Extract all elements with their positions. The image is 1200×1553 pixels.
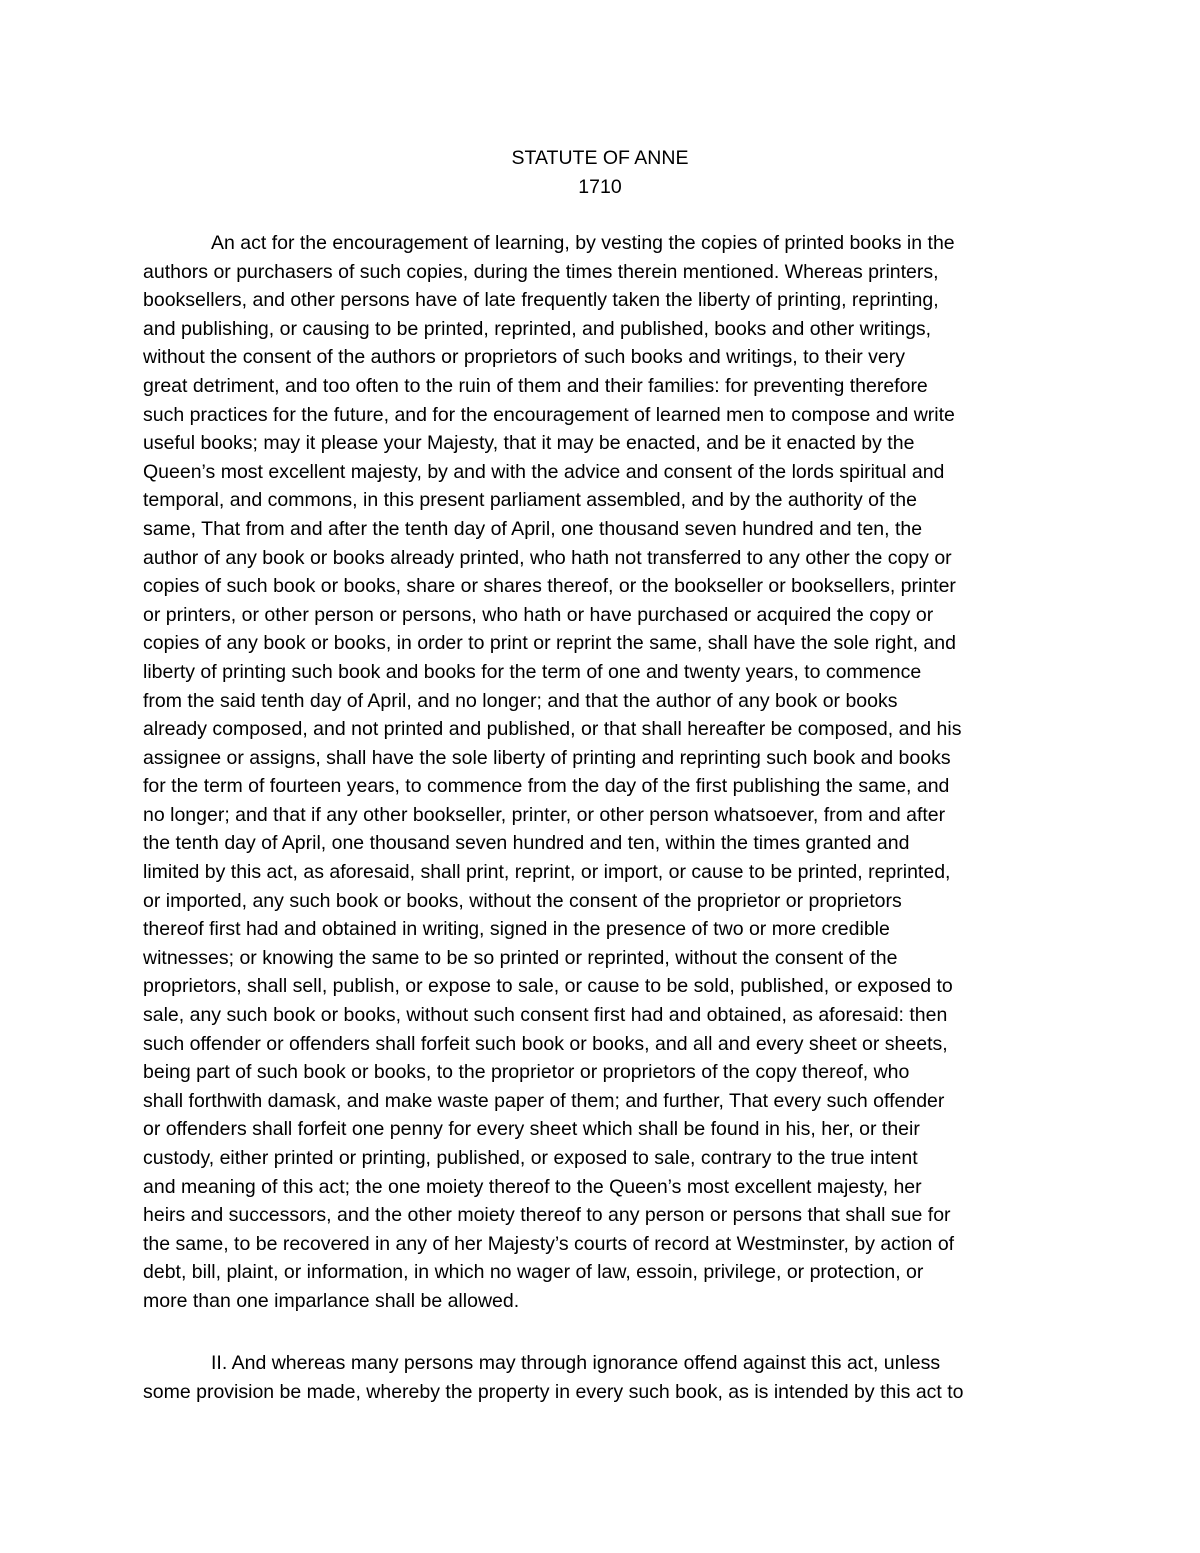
paragraph-line: great detriment, and too often to the ruin of them and their families: for preventing therefore xyxy=(143,374,928,397)
paragraph-line: same, That from and after the tenth day of April, one thousand seven hundred and ten, the xyxy=(143,517,923,540)
paragraph-line: or printers, or other person or persons, who hath or have purchased or acquired the copy or xyxy=(143,603,934,626)
paragraph-line: no longer; and that if any other bookseller, printer, or other person whatsoever, from and after xyxy=(143,803,946,826)
paragraph-1 xyxy=(143,229,1063,1316)
paragraph-line: more than one imparlance shall be allowed. xyxy=(143,1289,520,1312)
paragraph-line: copies of such book or books, share or shares thereof, or the bookseller or booksellers, printer xyxy=(143,575,956,598)
paragraph-line: such practices for the future, and for the encouragement of learned men to compose and write xyxy=(143,403,955,426)
paragraph-line: liberty of printing such book and books for the term of one and twenty years, to commence xyxy=(143,660,922,683)
paragraph-line: limited by this act, as aforesaid, shall print, reprint, or import, or cause to be printed, reprinted, xyxy=(143,861,951,884)
paragraph-line: the same, to be recovered in any of her Majesty’s courts of record at Westminster, by action of xyxy=(143,1232,955,1255)
paragraph-2 xyxy=(143,1349,1063,1406)
paragraph-line: being part of such book or books, to the proprietor or proprietors of the copy thereof, who xyxy=(143,1061,910,1084)
paragraph-line: and meaning of this act; the one moiety thereof to the Queen’s most excellent majesty, her xyxy=(143,1175,922,1198)
paragraph-line: for the term of fourteen years, to commence from the day of the first publishing the same, and xyxy=(143,775,950,798)
paragraph-line: custody, either printed or printing, published, or exposed to sale, contrary to the true intent xyxy=(143,1147,918,1169)
paragraph-line: shall forthwith damask, and make waste paper of them; and further, That every such offender xyxy=(143,1089,945,1112)
paragraph-line: II. And whereas many persons may through ignorance offend against this act, unless xyxy=(211,1352,941,1374)
paragraph-line: heirs and successors, and the other moiety thereof to any person or persons that shall sue for xyxy=(143,1204,951,1227)
paragraph-line: such offender or offenders shall forfeit such book or books, and all and every sheet or sheets, xyxy=(143,1032,948,1055)
paragraph-line: or offenders shall forfeit one penny for every sheet which shall be found in his, her, or their xyxy=(143,1118,920,1141)
paragraph-line: witnesses; or knowing the same to be so printed or reprinted, without the consent of the xyxy=(143,946,898,969)
paragraph-line: booksellers, and other persons have of late frequently taken the liberty of printing, reprinting, xyxy=(143,289,939,312)
paragraph-line: assignee or assigns, shall have the sole liberty of printing and reprinting such book and books xyxy=(143,746,951,769)
paragraph-line: author of any book or books already printed, who hath not transferred to any other the copy or xyxy=(143,546,952,569)
paragraph-line: An act for the encouragement of learning, by vesting the copies of printed books in the xyxy=(211,232,955,254)
paragraph-line: and publishing, or causing to be printed, reprinted, and published, books and other writings, xyxy=(143,317,932,340)
paragraph-line: the tenth day of April, one thousand seven hundred and ten, within the times granted and xyxy=(143,832,910,855)
paragraph-line: debt, bill, plaint, or information, in which no wager of law, essoin, privilege, or protection, or xyxy=(143,1261,924,1284)
paragraph-line: without the consent of the authors or proprietors of such books and writings, to their very xyxy=(143,346,905,369)
paragraph-line: sale, any such book or books, without such consent first had and obtained, as aforesaid: then xyxy=(143,1004,948,1027)
paragraph-line: authors or purchasers of such copies, during the times therein mentioned. Whereas printers, xyxy=(143,260,939,283)
document-header xyxy=(0,144,1200,201)
paragraph-line: some provision be made, whereby the property in every such book, as is intended by this act to xyxy=(143,1380,964,1403)
paragraph-line: already composed, and not printed and published, or that shall hereafter be composed, and his xyxy=(143,718,962,741)
paragraph-line: proprietors, shall sell, publish, or expose to sale, or cause to be sold, published, or exposed to xyxy=(143,975,953,998)
paragraph-line: copies of any book or books, in order to print or reprint the same, shall have the sole right, and xyxy=(143,632,956,655)
paragraph-line: useful books; may it please your Majesty, that it may be enacted, and be it enacted by the xyxy=(143,432,915,455)
document-year: 1710 xyxy=(578,175,622,198)
paragraph-line: temporal, and commons, in this present parliament assembled, and by the authority of the xyxy=(143,489,917,512)
paragraph-line: thereof first had and obtained in writing, signed in the presence of two or more credible xyxy=(143,918,890,941)
paragraph-line: Queen’s most excellent majesty, by and with the advice and consent of the lords spiritual and xyxy=(143,460,945,483)
document-title: STATUTE OF ANNE xyxy=(511,147,689,169)
paragraph-line: or imported, any such book or books, without the consent of the proprietor or proprietors xyxy=(143,889,902,912)
paragraph-line: from the said tenth day of April, and no longer; and that the author of any book or books xyxy=(143,689,898,712)
